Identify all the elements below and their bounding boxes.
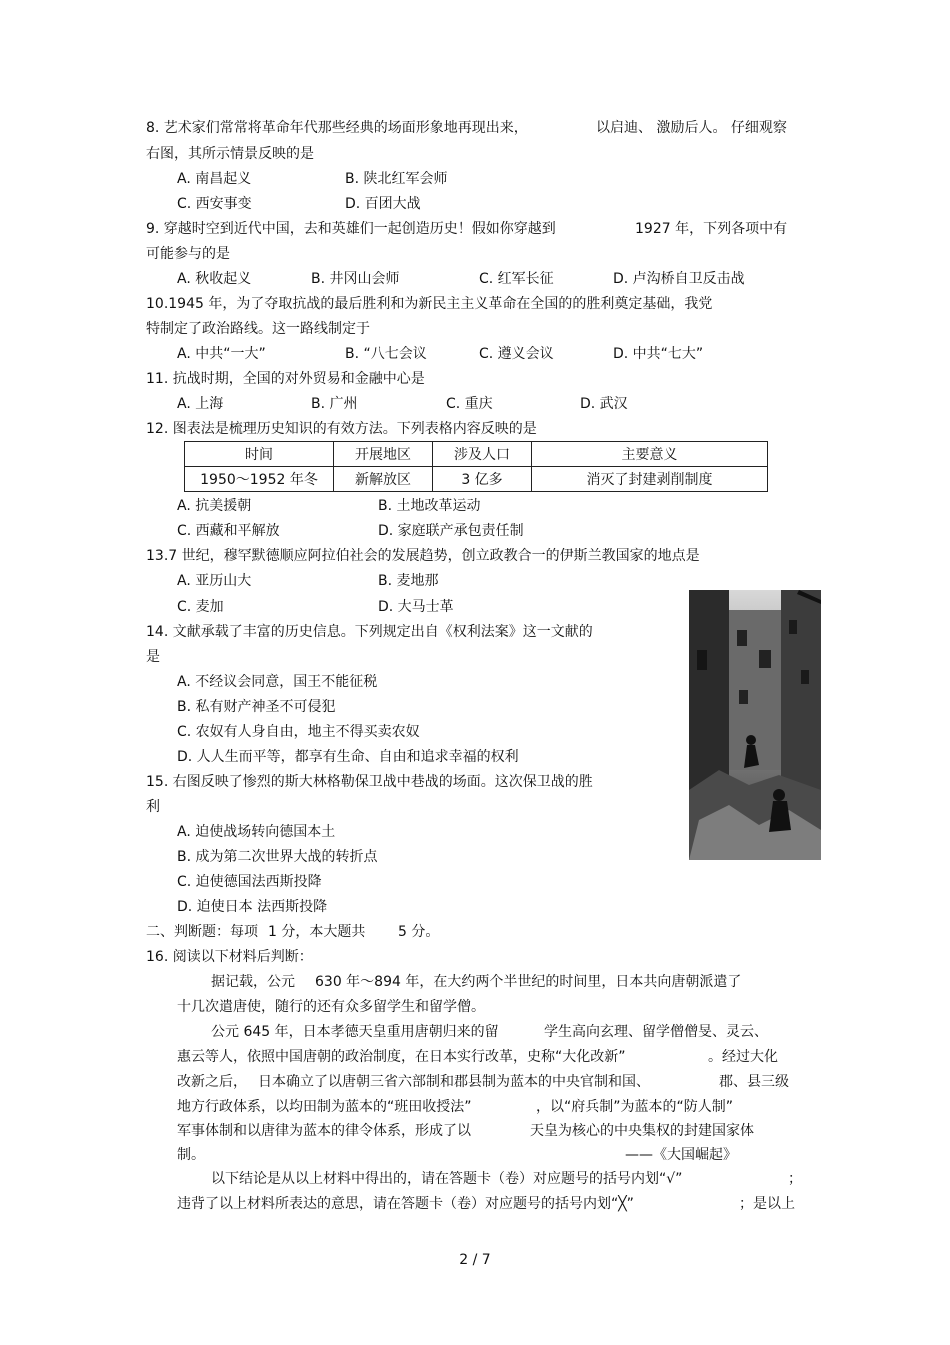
table-cell: 3 亿多 bbox=[433, 467, 532, 492]
table-cell: 新解放区 bbox=[334, 467, 433, 492]
q11-line1: 11. 抗战时期，全国的对外贸易和金融中心是 bbox=[146, 371, 425, 387]
q9-option-b: B. 井冈山会师 bbox=[311, 271, 400, 287]
q8-line1a: 8. 艺术家们常常将革命年代那些经典的场面形象地再现出来， bbox=[146, 120, 528, 136]
table-header-cell: 主要意义 bbox=[532, 442, 768, 467]
q9-line1b: 1927 年，下列各项中有 bbox=[635, 221, 788, 237]
q10-line1: 10.1945 年，为了夺取抗战的最后胜利和为新民主主义革命在全国的的胜利奠定基础，我党 bbox=[146, 296, 713, 312]
q16-p1-a: 据记载，公元 bbox=[211, 974, 295, 990]
stalingrad-photo bbox=[689, 590, 821, 860]
q13-option-a: A. 亚历山大 bbox=[177, 573, 252, 589]
q13-option-c: C. 麦加 bbox=[177, 599, 224, 615]
q12-option-d: D. 家庭联产承包责任制 bbox=[378, 523, 524, 539]
q9-option-c: C. 红军长征 bbox=[479, 271, 554, 287]
photo-image bbox=[689, 590, 821, 860]
q12-option-c: C. 西藏和平解放 bbox=[177, 523, 280, 539]
q16-p2-l5b: 天皇为核心的中央集权的封建国家体 bbox=[530, 1123, 754, 1139]
q9-option-a: A. 秋收起义 bbox=[177, 271, 252, 287]
q12-option-a: A. 抗美援朝 bbox=[177, 498, 252, 514]
q10-option-a: A. 中共“一大” bbox=[177, 346, 266, 362]
q13-line1: 13.7 世纪，穆罕默德顺应阿拉伯社会的发展趋势，创立政教合一的伊斯兰教国家的地点是 bbox=[146, 548, 700, 564]
table-cell: 1950～1952 年冬 bbox=[185, 467, 334, 492]
q14-option-b: B. 私有财产神圣不可侵犯 bbox=[177, 699, 336, 715]
q16-p3-l1b: ； bbox=[788, 1171, 802, 1187]
q15-option-c: C. 迫使德国法西斯投降 bbox=[177, 874, 322, 890]
q16-p1-b: 630 年～894 年，在大约两个半世纪的时间里，日本共向唐朝派遣了 bbox=[315, 974, 742, 990]
q12-table bbox=[184, 441, 768, 492]
q16-p3-l2b: ；是以上 bbox=[739, 1196, 795, 1212]
q8-option-a: A. 南昌起义 bbox=[177, 171, 252, 187]
q9-option-d: D. 卢沟桥自卫反击战 bbox=[613, 271, 745, 287]
q16-p1-c: 十几次遣唐使，随行的还有众多留学生和留学僧。 bbox=[177, 999, 485, 1015]
q16-p2-l1b: 学生高向玄理、留学僧僧旻、灵云、 bbox=[544, 1024, 768, 1040]
q14-option-d: D. 人人生而平等，都享有生命、自由和追求幸福的权利 bbox=[177, 749, 519, 765]
q15-option-b: B. 成为第二次世界大战的转折点 bbox=[177, 849, 378, 865]
table-header-row bbox=[185, 442, 768, 467]
q16-p2-l6a: 制。 bbox=[177, 1147, 205, 1163]
q16-p2-l3a: 改新之后， bbox=[177, 1074, 247, 1090]
q14-option-c: C. 农奴有人身自由，地主不得买卖农奴 bbox=[177, 724, 420, 740]
q15-line2: 利 bbox=[146, 799, 160, 815]
q16-p2-l2b: 。经过大化 bbox=[708, 1049, 778, 1065]
table-header-cell: 涉及人口 bbox=[433, 442, 532, 467]
q11-option-c: C. 重庆 bbox=[446, 396, 493, 412]
q11-option-a: A. 上海 bbox=[177, 396, 224, 412]
section2-a: 二、判断题：每项 bbox=[146, 924, 258, 940]
q16-line1: 16. 阅读以下材料后判断： bbox=[146, 949, 313, 965]
q10-line2: 特制定了政治路线。这一路线制定于 bbox=[146, 321, 370, 337]
q16-p3-l1a: 以下结论是从以上材料中得出的，请在答题卡（卷）对应题号的括号内划“√” bbox=[211, 1171, 683, 1187]
q12-option-b: B. 土地改革运动 bbox=[378, 498, 481, 514]
q16-p2-l1a: 公元 645 年，日本孝德天皇重用唐朝归来的留 bbox=[211, 1024, 499, 1040]
q10-option-c: C. 遵义会议 bbox=[479, 346, 554, 362]
q11-option-b: B. 广州 bbox=[311, 396, 358, 412]
q13-option-d: D. 大马士革 bbox=[378, 599, 454, 615]
q9-line2: 可能参与的是 bbox=[146, 246, 230, 262]
q8-line2: 右图，其所示情景反映的是 bbox=[146, 146, 314, 162]
q8-option-d: D. 百团大战 bbox=[345, 196, 421, 212]
q15-option-d: D. 迫使日本 法西斯投降 bbox=[177, 899, 328, 915]
q16-p2-l3b: 日本确立了以唐朝三省六部制和郡县制为蓝本的中央官制和国、 bbox=[258, 1074, 650, 1090]
q15-option-a: A. 迫使战场转向德国本土 bbox=[177, 824, 336, 840]
q16-source: ——《大国崛起》 bbox=[625, 1147, 737, 1163]
q16-p2-l3c: 郡、县三级 bbox=[719, 1074, 789, 1090]
q14-option-a: A. 不经议会同意，国王不能征税 bbox=[177, 674, 378, 690]
q16-p2-l4a: 地方行政体系，以均田制为蓝本的“班田收授法” bbox=[177, 1099, 472, 1115]
section2-c: 5 分。 bbox=[398, 924, 440, 940]
q13-option-b: B. 麦地那 bbox=[378, 573, 439, 589]
q16-p2-l5a: 军事体制和以唐律为蓝本的律令体系，形成了以 bbox=[177, 1123, 471, 1139]
page-number: 2 / 7 bbox=[459, 1252, 491, 1268]
q8-line1b: 以启迪、 激励后人。 仔细观察 bbox=[596, 120, 787, 136]
q8-option-c: C. 西安事变 bbox=[177, 196, 252, 212]
q10-option-b: B. “八七会议 bbox=[345, 346, 427, 362]
q9-line1a: 9. 穿越时空到近代中国，去和英雄们一起创造历史！假如你穿越到 bbox=[146, 221, 556, 237]
q12-line1: 12. 图表法是梳理历史知识的有效方法。下列表格内容反映的是 bbox=[146, 421, 537, 437]
q16-p2-l2a: 惠云等人，依照中国唐朝的政治制度，在日本实行改革，史称“大化改新” bbox=[177, 1049, 626, 1065]
q14-line1: 14. 文献承载了丰富的历史信息。下列规定出自《权利法案》这一文献的 bbox=[146, 624, 593, 640]
q16-p3-l2a: 违背了以上材料所表达的意思，请在答题卡（卷）对应题号的括号内划“╳” bbox=[177, 1196, 634, 1212]
table-header-cell: 开展地区 bbox=[334, 442, 433, 467]
table-cell: 消灭了封建剥削制度 bbox=[532, 467, 768, 492]
table-header-cell: 时间 bbox=[185, 442, 334, 467]
q10-option-d: D. 中共“七大” bbox=[613, 346, 704, 362]
q16-p2-l4b: ，以“府兵制”为蓝本的“防人制” bbox=[536, 1099, 734, 1115]
q15-line1: 15. 右图反映了惨烈的斯大林格勒保卫战中巷战的场面。这次保卫战的胜 bbox=[146, 774, 593, 790]
table-row bbox=[185, 467, 768, 492]
q11-option-d: D. 武汉 bbox=[580, 396, 628, 412]
q14-line2: 是 bbox=[146, 649, 160, 665]
q8-option-b: B. 陕北红军会师 bbox=[345, 171, 448, 187]
section2-b: 1 分，本大题共 bbox=[268, 924, 366, 940]
